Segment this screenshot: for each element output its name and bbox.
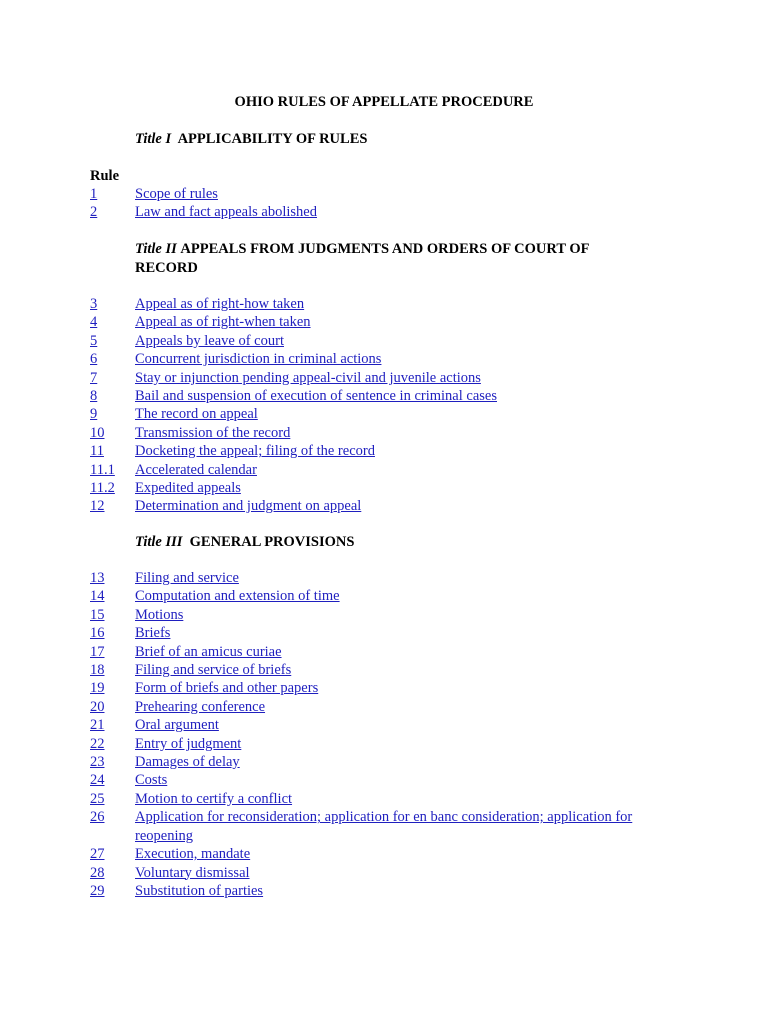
rule-row	[90, 643, 670, 661]
rule-title-link[interactable]: Transmission of the record	[135, 424, 291, 441]
rule-title-link[interactable]: Brief of an amicus curiae	[135, 643, 282, 660]
rule-title-link[interactable]: Computation and extension of time	[135, 588, 340, 605]
rule-number-link[interactable]: 23	[90, 754, 105, 771]
rule-row	[90, 497, 670, 515]
rule-list-title-1	[90, 185, 670, 222]
rule-row	[90, 569, 670, 587]
rule-title-link[interactable]: Damages of delay	[135, 754, 240, 771]
section-heading-text: APPLICABILITY OF RULES	[177, 131, 368, 147]
rule-row	[90, 882, 670, 900]
rule-title-link[interactable]: Prehearing conference	[135, 698, 266, 715]
rule-number-link[interactable]: 5	[90, 332, 98, 349]
rule-title-link[interactable]: Filing and service of briefs	[135, 662, 292, 679]
rule-title-link[interactable]: Appeal as of right-how taken	[135, 296, 305, 312]
rule-row	[90, 698, 670, 716]
rule-row	[90, 587, 670, 605]
rule-row	[90, 295, 670, 313]
rule-title-link[interactable]: Voluntary dismissal	[135, 864, 250, 881]
rule-number-link[interactable]: 25	[90, 790, 105, 807]
rule-title-link[interactable]: Motion to certify a conflict	[135, 790, 293, 807]
rule-row	[90, 753, 670, 771]
rule-title-link[interactable]: Oral argument	[135, 717, 219, 734]
rule-title-link[interactable]: Appeals by leave of court	[135, 332, 284, 349]
rule-number-link[interactable]: 12	[90, 498, 105, 515]
rule-row	[90, 350, 670, 368]
rule-row	[90, 735, 670, 753]
rule-row	[90, 661, 670, 679]
rule-number-link[interactable]: 11.1	[90, 461, 115, 478]
rule-number-link[interactable]: 29	[90, 882, 105, 899]
rule-row	[90, 332, 670, 350]
rule-title-link[interactable]: Law and fact appeals abolished	[135, 204, 317, 221]
rule-number-link[interactable]: 9	[90, 406, 98, 423]
rule-title-link[interactable]: Application for reconsideration; application for en banc consideration; application for reopening	[135, 809, 633, 844]
rule-title-link[interactable]: Appeal as of right-when taken	[135, 314, 311, 331]
rule-column-header: Rule	[90, 168, 119, 184]
rule-number-link[interactable]: 22	[90, 735, 105, 752]
rule-row	[90, 203, 670, 221]
rule-number-link[interactable]: 17	[90, 643, 105, 660]
rule-row	[90, 405, 670, 423]
rule-number-link[interactable]: 1	[90, 186, 98, 202]
rule-title-link[interactable]: Entry of judgment	[135, 735, 242, 752]
rule-title-link[interactable]: Form of briefs and other papers	[135, 680, 319, 697]
rule-list-title-3	[90, 569, 670, 900]
section-heading-title-2	[135, 240, 655, 277]
section-heading-text: GENERAL PROVISIONS	[189, 534, 355, 550]
rule-number-link[interactable]: 13	[90, 570, 105, 586]
rule-row	[90, 790, 670, 808]
rule-title-link[interactable]: Costs	[135, 772, 168, 789]
rule-number-link[interactable]: 2	[90, 204, 98, 221]
rule-number-link[interactable]: 20	[90, 698, 105, 715]
section-heading-text: APPEALS FROM JUDGMENTS AND ORDERS OF COURT OF RECORD	[135, 241, 589, 276]
rule-row	[90, 369, 670, 387]
rule-row	[90, 624, 670, 642]
rule-row	[90, 679, 670, 697]
rule-title-link[interactable]: Motions	[135, 606, 184, 623]
rule-title-link[interactable]: Stay or injunction pending appeal-civil and juvenile actions	[135, 369, 481, 386]
rule-title-link[interactable]: Determination and judgment on appeal	[135, 498, 362, 515]
rule-number-link[interactable]: 28	[90, 864, 105, 881]
rule-number-link[interactable]: 15	[90, 606, 105, 623]
rule-row	[90, 424, 670, 442]
rule-title-link[interactable]: Concurrent jurisdiction in criminal actions	[135, 351, 382, 368]
rule-number-link[interactable]: 4	[90, 314, 98, 331]
rule-row	[90, 387, 670, 405]
section-label: Title III	[135, 534, 183, 550]
rule-number-link[interactable]: 26	[90, 809, 105, 826]
rule-number-link[interactable]: 8	[90, 388, 98, 405]
rule-number-link[interactable]: 18	[90, 662, 105, 679]
rule-number-link[interactable]: 14	[90, 588, 105, 605]
rule-number-link[interactable]: 11.2	[90, 480, 115, 497]
section-heading-title-3	[135, 533, 655, 552]
rule-row	[90, 606, 670, 624]
rule-title-link[interactable]: Substitution of parties	[135, 882, 264, 899]
rule-list-title-2	[90, 295, 670, 516]
rule-title-link[interactable]: Docketing the appeal; filing of the record	[135, 443, 375, 460]
rule-title-link[interactable]: The record on appeal	[135, 406, 258, 423]
rule-row	[90, 185, 670, 203]
rule-title-link[interactable]: Execution, mandate	[135, 846, 251, 863]
rule-title-link[interactable]: Briefs	[135, 625, 171, 642]
rule-title-link[interactable]: Filing and service	[135, 570, 239, 586]
rule-number-link[interactable]: 21	[90, 717, 105, 734]
rule-number-link[interactable]: 16	[90, 625, 105, 642]
rule-number-link[interactable]: 19	[90, 680, 105, 697]
rule-row	[90, 461, 670, 479]
rule-number-link[interactable]: 3	[90, 296, 98, 312]
rule-number-link[interactable]: 7	[90, 369, 98, 386]
rule-row	[90, 442, 670, 460]
section-label: Title I	[135, 131, 172, 147]
page-title: OHIO RULES OF APPELLATE PROCEDURE	[234, 94, 534, 110]
rule-row	[90, 479, 670, 497]
rule-number-link[interactable]: 24	[90, 772, 105, 789]
section-heading-title-1	[135, 130, 655, 149]
rule-number-link[interactable]: 6	[90, 351, 98, 368]
rule-title-link[interactable]: Bail and suspension of execution of sentence in criminal cases	[135, 388, 497, 405]
rule-row	[90, 808, 670, 845]
rule-row	[90, 864, 670, 882]
rule-row	[90, 313, 670, 331]
rule-title-link[interactable]: Expedited appeals	[135, 480, 241, 497]
rule-row	[90, 716, 670, 734]
rule-number-link[interactable]: 11	[90, 443, 104, 460]
rule-row	[90, 771, 670, 789]
rule-row	[90, 845, 670, 863]
rule-title-link[interactable]: Scope of rules	[135, 186, 218, 202]
rule-title-link[interactable]: Accelerated calendar	[135, 461, 257, 478]
rule-number-link[interactable]: 27	[90, 846, 105, 863]
section-label: Title II	[135, 241, 177, 257]
rule-number-link[interactable]: 10	[90, 424, 105, 441]
